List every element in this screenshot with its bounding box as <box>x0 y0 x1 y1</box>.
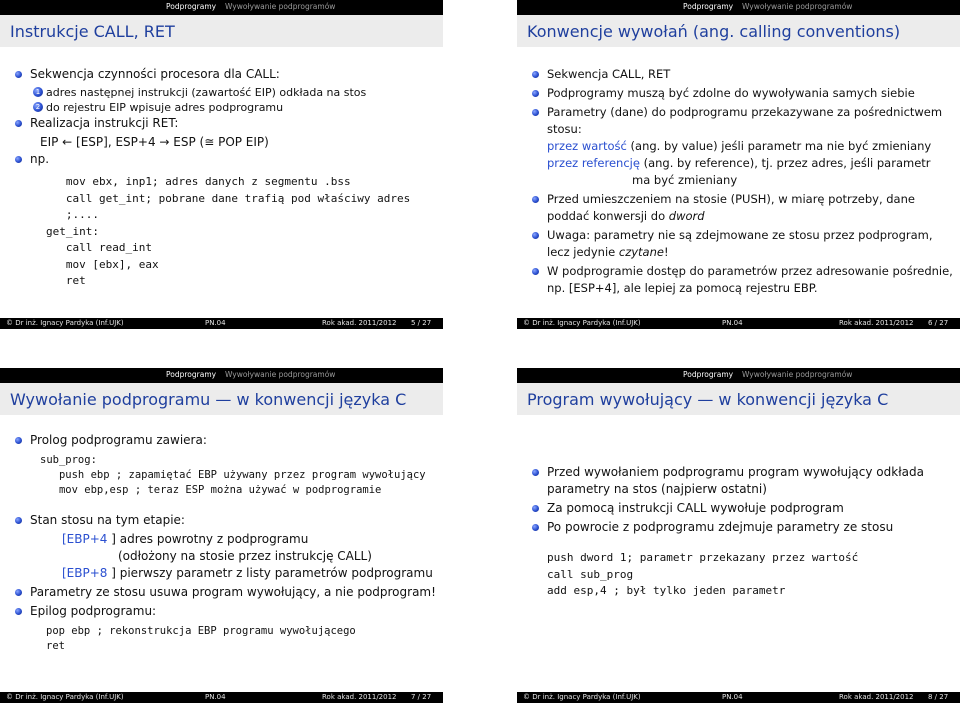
slide-7 <box>0 368 443 703</box>
nav-section-wywolywanie[interactable]: Wywoływanie podprogramów <box>225 2 336 11</box>
bullet-item: Przed umieszczeniem na stosie (PUSH), w miarę potrzeby, dane <box>517 191 960 208</box>
bullet-continuation <box>517 208 960 225</box>
code-line: push dword 1; parametr przekazany przez wartość <box>547 551 859 564</box>
code-line: mov [ebx], eax <box>46 257 159 271</box>
stack-desc: ] adres powrotny z podprogramu <box>107 532 309 546</box>
stack-row <box>0 565 443 582</box>
slide-body <box>0 66 443 290</box>
footer-year: Rok akad. 2011/2012 <box>322 693 397 701</box>
nav-section-podprogramy[interactable]: Podprogramy <box>683 370 734 379</box>
footer-bar <box>517 692 960 703</box>
prolog-code-block <box>0 451 443 512</box>
call-code-block <box>517 538 960 600</box>
stack-offset: [EBP+4 <box>62 532 108 546</box>
stack-row-continuation: (odłożony na stosie przez instrukcję CALL) <box>118 549 372 563</box>
bullet-item <box>517 104 960 121</box>
bullet-item: Uwaga: parametry nie są zdejmowane ze stosu przez podprogram, <box>517 227 960 244</box>
code-line: push ebp ; zapamiętać EBP używany przez program wywołujący <box>40 469 426 481</box>
bullet-item: Sekwencja czynności procesora dla CALL: <box>0 66 443 83</box>
code-line: pop ebp ; rekonstrukcja EBP programu wywołującego <box>46 625 356 637</box>
code-line: ;.... <box>46 208 99 221</box>
numbered-item <box>0 85 443 100</box>
bullet-item: Parametry ze stosu usuwa program wywołujący, a nie podprogram! <box>0 584 443 601</box>
emphasis: dword <box>668 209 705 223</box>
code-line: mov ebp,esp ; teraz ESP można używać w podprogramie <box>40 484 382 496</box>
footer-author: © Dr inż. Ignacy Pardyka (Inf.UJK) <box>6 319 124 327</box>
stack-offset: [EBP+8 <box>62 566 108 580</box>
nav-bar <box>517 368 960 383</box>
code-line: call read_int <box>46 241 152 254</box>
code-line: mov ebx, inp1; adres danych z segmentu .bss <box>46 175 351 188</box>
slide-body <box>517 464 960 600</box>
bullet-text: ! <box>663 245 669 259</box>
nav-section-wywolywanie[interactable]: Wywoływanie podprogramów <box>742 2 853 11</box>
slide-title-bar <box>517 15 960 47</box>
footer-author: © Dr inż. Ignacy Pardyka (Inf.UJK) <box>523 693 641 701</box>
nav-bar <box>0 0 443 15</box>
sub-item <box>517 138 960 155</box>
slide-title-bar <box>0 383 443 415</box>
term-by-value: przez wartość <box>547 139 627 153</box>
stack-desc: ] pierwszy parametr z listy parametrów podprogramu <box>107 566 433 580</box>
code-line: sub_prog: <box>40 454 97 466</box>
bullet-item: Sekwencja CALL, RET <box>517 66 960 83</box>
epilog-code-block <box>0 622 443 654</box>
slide-body <box>517 66 960 297</box>
slide-6 <box>517 0 960 329</box>
sub-item-continuation: ma być zmieniany <box>632 173 738 187</box>
code-line: get_int: <box>46 224 99 238</box>
bullet-text: lecz jedynie <box>547 245 619 259</box>
footer-author: © Dr inż. Ignacy Pardyka (Inf.UJK) <box>523 319 641 327</box>
stack-row <box>0 531 443 548</box>
bullet-item: Epilog podprogramu: <box>0 603 443 620</box>
footer-bar <box>517 318 960 329</box>
code-line: ret <box>46 274 86 287</box>
nav-bar <box>0 368 443 383</box>
nav-section-podprogramy[interactable]: Podprogramy <box>683 2 734 11</box>
slide-title: Instrukcje CALL, RET <box>10 22 175 41</box>
bullet-continuation: parametry na stos (najpierw ostatni) <box>547 482 767 496</box>
nav-bar <box>517 0 960 15</box>
footer-course: PN.04 <box>205 693 226 701</box>
sub-item-text: (ang. by value) jeśli parametr ma nie być zmieniany <box>626 139 932 153</box>
ret-formula: EIP ← [ESP], ESP+4 → ESP (≅ POP EIP) <box>40 135 269 149</box>
code-block <box>0 170 443 290</box>
bullet-item: Za pomocą instrukcji CALL wywołuje podprogram <box>517 500 960 517</box>
slide-title: Program wywołujący — w konwencji języka C <box>527 390 889 409</box>
numbered-item <box>0 100 443 115</box>
footer-author: © Dr inż. Ignacy Pardyka (Inf.UJK) <box>6 693 124 701</box>
code-line: call get_int; pobrane dane trafią pod właściwy adres <box>46 191 411 205</box>
slide-title: Konwencje wywołań (ang. calling conventions) <box>527 22 901 41</box>
bullet-item: np. <box>0 151 443 168</box>
nav-section-podprogramy[interactable]: Podprogramy <box>166 2 217 11</box>
number-badge: 1 <box>33 87 43 97</box>
footer-year: Rok akad. 2011/2012 <box>322 319 397 327</box>
footer-bar <box>0 692 443 703</box>
sub-item <box>517 155 960 172</box>
code-line: call sub_prog <box>547 567 634 581</box>
footer-year: Rok akad. 2011/2012 <box>839 319 914 327</box>
footer-page: 8 / 27 <box>928 693 949 701</box>
term-by-reference: przez referencję <box>547 156 640 170</box>
numbered-text: adres następnej instrukcji (zawartość EIP) odkłada na stos <box>46 86 367 99</box>
bullet-item: Po powrocie z podprogramu zdejmuje parametry ze stosu <box>517 519 960 536</box>
sub-item-text: (ang. by reference), tj. przez adres, jeśli parametr <box>639 156 931 170</box>
bullet-item: Przed wywołaniem podprogramu program wywołujący odkłada <box>517 464 960 481</box>
bullet-item: Realizacja instrukcji RET: <box>0 115 443 132</box>
bullet-continuation <box>517 244 960 261</box>
bullet-item: Prolog podprogramu zawiera: <box>0 432 443 449</box>
bullet-continuation: stosu: <box>547 122 582 136</box>
footer-page: 7 / 27 <box>411 693 432 701</box>
slide-8 <box>517 368 960 703</box>
slide-body <box>0 432 443 654</box>
bullet-continuation: np. [ESP+4], ale lepiej za pomocą rejestru EBP. <box>547 281 818 295</box>
bullet-item: W podprogramie dostęp do parametrów przez adresowanie pośrednie, <box>517 263 960 280</box>
bullet-text: Parametry (dane) do podprogramu przekazywane za pośrednictwem <box>547 105 943 119</box>
footer-course: PN.04 <box>205 319 226 327</box>
footer-year: Rok akad. 2011/2012 <box>839 693 914 701</box>
footer-page: 5 / 27 <box>411 319 432 327</box>
footer-course: PN.04 <box>722 319 743 327</box>
footer-bar <box>0 318 443 329</box>
bullet-item: Stan stosu na tym etapie: <box>0 512 443 529</box>
emphasis: czytane <box>618 245 664 259</box>
slide-title: Wywołanie podprogramu — w konwencji języka C <box>10 390 407 409</box>
numbered-text: do rejestru EIP wpisuje adres podprogramu <box>46 101 284 114</box>
nav-section-wywolywanie[interactable]: Wywoływanie podprogramów <box>225 370 336 379</box>
number-badge: 2 <box>33 102 43 112</box>
code-line: ret <box>46 640 65 652</box>
nav-section-podprogramy[interactable]: Podprogramy <box>166 370 217 379</box>
slide-5 <box>0 0 443 329</box>
footer-course: PN.04 <box>722 693 743 701</box>
nav-section-wywolywanie[interactable]: Wywoływanie podprogramów <box>742 370 853 379</box>
footer-page: 6 / 27 <box>928 319 949 327</box>
slide-title-bar <box>0 15 443 47</box>
slide-title-bar <box>517 383 960 415</box>
bullet-text: poddać konwersji do <box>547 209 669 223</box>
bullet-item: Podprogramy muszą być zdolne do wywoływania samych siebie <box>517 85 960 102</box>
code-line: add esp,4 ; był tylko jeden parametr <box>547 584 786 597</box>
